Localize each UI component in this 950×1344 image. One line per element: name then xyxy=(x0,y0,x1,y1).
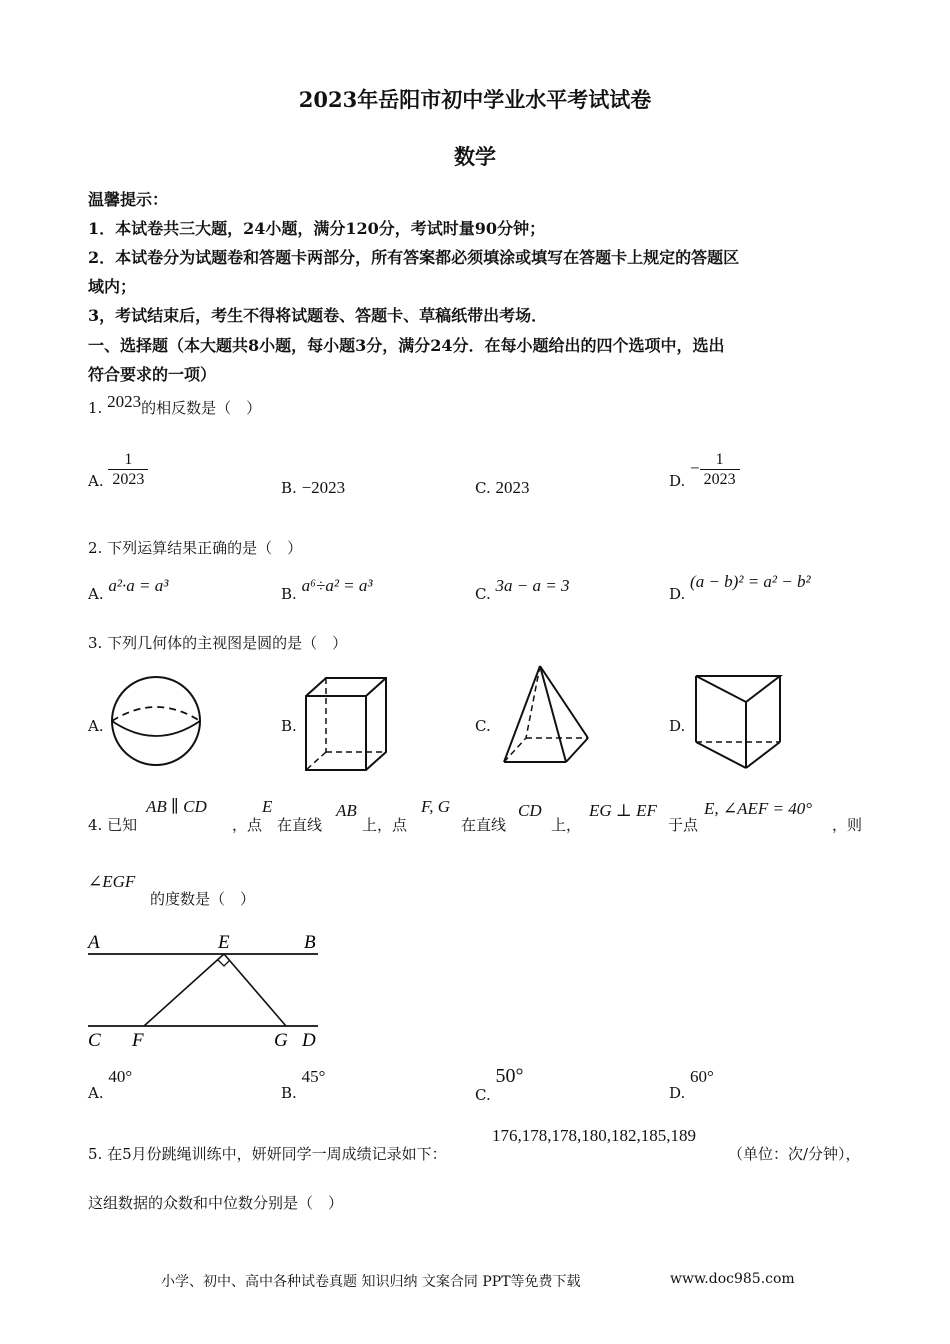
q4-option-a-label: A. xyxy=(88,1084,104,1102)
section1-heading-line-2: 符合要求的一项） xyxy=(88,365,217,384)
q1-option-a[interactable] xyxy=(88,451,148,488)
q2-option-a-expr: a²·a = a³ xyxy=(108,576,169,595)
point-label-e: E xyxy=(218,932,230,953)
q1-option-b[interactable] xyxy=(281,478,345,498)
q1-option-a-fraction xyxy=(108,451,148,488)
q1-stem xyxy=(88,392,262,418)
q4-text-4: 在直线 xyxy=(461,816,507,834)
q4-text-7: ，则 xyxy=(832,816,863,834)
q4-option-a[interactable] xyxy=(88,1067,133,1102)
q4-text-6: 于点 xyxy=(668,816,699,834)
q4-math-2: E xyxy=(262,797,273,816)
section1-heading-line-1: 一、选择题（本大题共8小题，每小题3分，满分24分．在每小题给出的四个选项中，选出 xyxy=(88,336,725,355)
q2-option-b[interactable] xyxy=(281,576,373,603)
q2-option-a[interactable] xyxy=(88,576,169,603)
subject-title: 数学 xyxy=(454,144,496,169)
point-label-b: B xyxy=(304,932,316,953)
q3-option-a-label[interactable]: A. xyxy=(88,717,104,735)
q4-math-3: AB xyxy=(336,801,357,820)
q2-option-b-expr: a⁶÷a² = a³ xyxy=(301,576,373,595)
sphere-figure xyxy=(108,675,204,771)
notice-item-1: 1．本试卷共三大题，24小题，满分120分，考试时量90分钟； xyxy=(88,219,546,238)
q3-stem: 3. 下列几何体的主视图是圆的是（ ） xyxy=(88,634,348,652)
q2-option-c-expr: 3a − a = 3 xyxy=(495,576,570,595)
q3-option-c-label[interactable]: C. xyxy=(475,717,491,735)
notice-item-3: 3，考试结束后，考生不得将试题卷、答题卡、草稿纸带出考场． xyxy=(88,306,548,325)
q1-math: 2023 xyxy=(107,392,142,411)
q4-text-5: 上， xyxy=(551,816,582,834)
notice-item-2-line-1: 2．本试卷分为试题卷和答题卡两部分，所有答案都必须填涂或填写在答题卡上规定的答题区 xyxy=(88,248,740,267)
footer-text: 小学、初中、高中各种试卷真题 知识归纳 文案合同 PPT等免费下载 xyxy=(161,1274,581,1290)
q1-number: 1. xyxy=(88,399,103,417)
q4-option-c-value: 50° xyxy=(495,1065,524,1087)
q4-option-c-label: C. xyxy=(475,1086,491,1104)
q4-option-d-value: 60° xyxy=(690,1067,714,1086)
q4-math-1: AB ∥ CD xyxy=(146,797,207,816)
point-label-f: F xyxy=(132,1030,144,1051)
q4-stem-line-1 xyxy=(88,797,868,837)
q1-option-c[interactable] xyxy=(475,478,530,498)
q4-math-7: E, ∠AEF = 40° xyxy=(704,799,813,818)
q4-option-c[interactable] xyxy=(475,1065,524,1104)
exam-title: 2023年岳阳市初中学业水平考试试卷 xyxy=(298,87,652,112)
q1-option-d[interactable] xyxy=(669,451,740,488)
q4-math-5: CD xyxy=(518,801,542,820)
q2-option-d-expr: (a − b)² = a² − b² xyxy=(690,572,811,591)
point-label-c: C xyxy=(88,1030,101,1051)
q1-option-b-label: B. xyxy=(281,479,297,497)
notice-item-2-line-2: 域内； xyxy=(88,277,137,296)
q1-option-a-label: A. xyxy=(88,471,104,490)
q4-option-b-label: B. xyxy=(281,1084,297,1102)
q1-option-d-label: D. xyxy=(669,471,686,490)
fraction-numerator: 1 xyxy=(124,451,133,468)
q4-text-2: 在直线 xyxy=(277,816,323,834)
q2-option-a-label: A. xyxy=(88,585,104,603)
q2-option-b-label: B. xyxy=(281,585,297,603)
q2-option-d-label: D. xyxy=(669,585,686,603)
q5-data: 176,178,178,180,182,185,189 xyxy=(492,1126,696,1145)
q4-pre: 4. 已知 xyxy=(88,816,138,834)
q2-option-c[interactable] xyxy=(475,576,570,603)
notice-heading: 温馨提示： xyxy=(88,190,169,209)
fraction-denominator: 2023 xyxy=(700,469,740,489)
cube-figure xyxy=(302,676,392,774)
q3-option-b-label[interactable]: B. xyxy=(281,717,297,735)
point-label-a: A xyxy=(88,932,100,953)
q4-option-b-value: 45° xyxy=(301,1067,326,1086)
q5-stem-line-2: 这组数据的众数和中位数分别是（ ） xyxy=(88,1194,344,1212)
q5-unit: （单位：次/分钟）， xyxy=(728,1145,861,1163)
q4-math-6: EG ⊥ EF xyxy=(589,801,657,820)
pyramid-figure xyxy=(502,664,594,768)
q3-option-d-label[interactable]: D. xyxy=(669,717,686,735)
parallel-lines-figure xyxy=(86,930,326,1050)
q4-option-d-label: D. xyxy=(669,1084,686,1102)
point-label-d: D xyxy=(302,1030,316,1051)
q5-stem-line-1 xyxy=(88,1126,878,1166)
q1-option-d-sign: − xyxy=(690,458,700,478)
fraction-numerator: 1 xyxy=(715,451,724,468)
q1-option-b-value: −2023 xyxy=(301,478,346,497)
q5-pre: 5. 在5月份跳绳训练中，妍妍同学一周成绩记录如下： xyxy=(88,1145,447,1163)
q4-text-1: ，点 xyxy=(232,816,263,834)
q2-stem: 2. 下列运算结果正确的是（ ） xyxy=(88,539,303,557)
q2-option-c-label: C. xyxy=(475,585,491,603)
q4-option-d[interactable] xyxy=(669,1067,714,1102)
fraction-denominator: 2023 xyxy=(108,469,148,489)
q4-option-b[interactable] xyxy=(281,1067,326,1102)
footer-url[interactable]: www.doc985.com xyxy=(670,1271,795,1287)
q4-text-3: 上，点 xyxy=(362,816,408,834)
q1-option-d-fraction xyxy=(700,451,740,488)
q1-option-c-label: C. xyxy=(475,479,491,497)
q4-math-4: F, G xyxy=(421,797,450,816)
q1-text: 的相反数是（ ） xyxy=(141,399,262,417)
q4-text-8: 的度数是（ ） xyxy=(150,890,256,908)
point-label-g: G xyxy=(274,1030,288,1051)
prism-figure xyxy=(694,674,786,772)
q4-option-a-value: 40° xyxy=(108,1067,133,1086)
q2-option-d[interactable] xyxy=(669,572,811,603)
q1-option-c-value: 2023 xyxy=(495,478,530,497)
q4-math-8: ∠EGF xyxy=(88,872,136,891)
q4-stem-line-2 xyxy=(88,872,388,912)
